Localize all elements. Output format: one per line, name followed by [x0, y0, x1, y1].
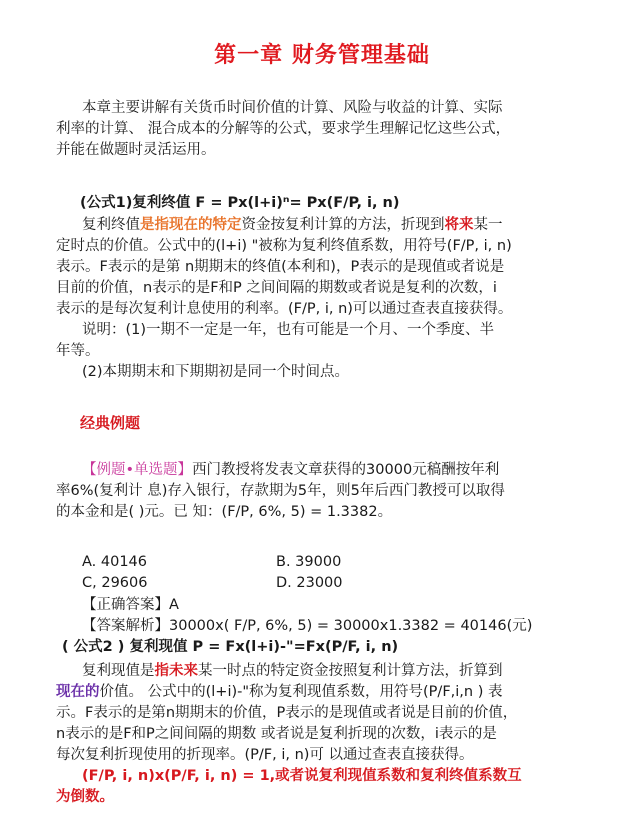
intro-line: 并能在做题时灵活运用。: [56, 142, 216, 158]
text-run: 某一时点的特定资金按照复利计算方法，折算到: [198, 663, 503, 679]
highlight-text: 是指现在的特定: [140, 217, 242, 233]
term-compound-future-value: 复利终值: [82, 217, 140, 233]
option-a: A. 40146: [82, 554, 148, 570]
formula1-line: [56, 215, 568, 236]
option-d: D. 23000: [276, 575, 343, 591]
emphasis-text: 将来: [444, 217, 474, 233]
formula2-line: [56, 661, 568, 682]
intro-line: 利率的计算、 混合成本的分解等的公式，要求学生理解记忆这些公式，: [56, 121, 511, 137]
highlight-text: 现在的: [56, 684, 100, 700]
intro-line: 本章主要讲解有关货币时间价值的计算、风险与收益的计算、实际: [82, 100, 503, 116]
question-paragraph: [56, 460, 568, 523]
question-line: 率6%(复利计 息)存入银行，存款期为5年，则5年后西门教授可以取得: [56, 483, 505, 499]
question-tag: 【例题•单选题】: [82, 462, 193, 478]
option-b: B. 39000: [276, 554, 342, 570]
formula1-heading: (公式1)复利终值 F = Px(l+i)ⁿ= Px(F/P, i, n): [80, 195, 400, 211]
formula1-line: 表示的是每次复利计息使用的利率。(F/P, i, n)可以通过查表直接获得。: [56, 301, 513, 317]
text-run: 资金按复利计算的方法，折现到: [241, 217, 445, 233]
term-compound-present-value: 复利现值是: [82, 663, 155, 679]
note-line: 年等。: [56, 343, 100, 359]
formula2-heading: ( 公式2 ) 复利现值 P = Fx(l+i)-"=Fx(P/F, i, n): [62, 639, 399, 655]
formula2-line: n表示的是F和P之间间隔的期数 或者说是复利折现的次数，i表示的是: [56, 726, 497, 742]
formula1-paragraph: [56, 215, 568, 383]
intro-paragraph: [56, 98, 568, 161]
note-line: (2)本期期末和下期期初是同一个时间点。: [82, 364, 350, 380]
formula1-line: 目前的价值，n表示的是F和P 之间间隔的期数或者说是复利的次数，i: [56, 280, 497, 296]
example-heading: 经典例题: [80, 414, 141, 432]
question-line: 的本金和是( )元。已 知：(F/P, 6%, 5) = 1.3382。: [56, 504, 393, 520]
reciprocal-note: (F/P, i, n)x(P/F, i, n) = 1,或者说复利现值系数和复利终值系数互: [82, 768, 522, 784]
formula2-line: [56, 682, 568, 703]
note-line: 说明：(1)一期不一定是一年，也有可能是一个月、一个季度、半: [82, 322, 495, 338]
formula2-line: 示。F表示的是第n期期末的价值，P表示的是现值或者说是目前的价值，: [56, 705, 518, 721]
text-run: 某一: [473, 217, 503, 233]
formula2-paragraph: [56, 661, 568, 808]
text-run: 西门教授将发表文章获得的30000元稿酬按年利: [192, 462, 500, 478]
answer-analysis: 【答案解析】30000x( F/P, 6%, 5) = 30000x1.3382 = 40146(元): [82, 618, 533, 634]
question-line: [56, 460, 568, 481]
formula2-line: 每次复利折现使用的折现率。(P/F, i, n)可 以通过查表直接获得。: [56, 747, 474, 763]
reciprocal-note: 为倒数。: [56, 789, 114, 805]
chapter-title: 第一章 财务管理基础: [214, 43, 430, 68]
text-run: 价值。 公式中的(l+i)-"称为复利现值系数，用符号(P/F,i,n ) 表: [99, 684, 503, 700]
option-c: C, 29606: [82, 575, 148, 591]
emphasis-text: 指未来: [154, 663, 198, 679]
correct-answer: 【正确答案】A: [82, 597, 179, 613]
formula1-line: 定时点的价值。公式中的(l+i) "被称为复利终值系数，用符号(F/P, i, n): [56, 238, 512, 254]
formula1-line: 表示。F表示的是第 n期期末的终值(本利和)，P表示的是现值或者说是: [56, 259, 505, 275]
